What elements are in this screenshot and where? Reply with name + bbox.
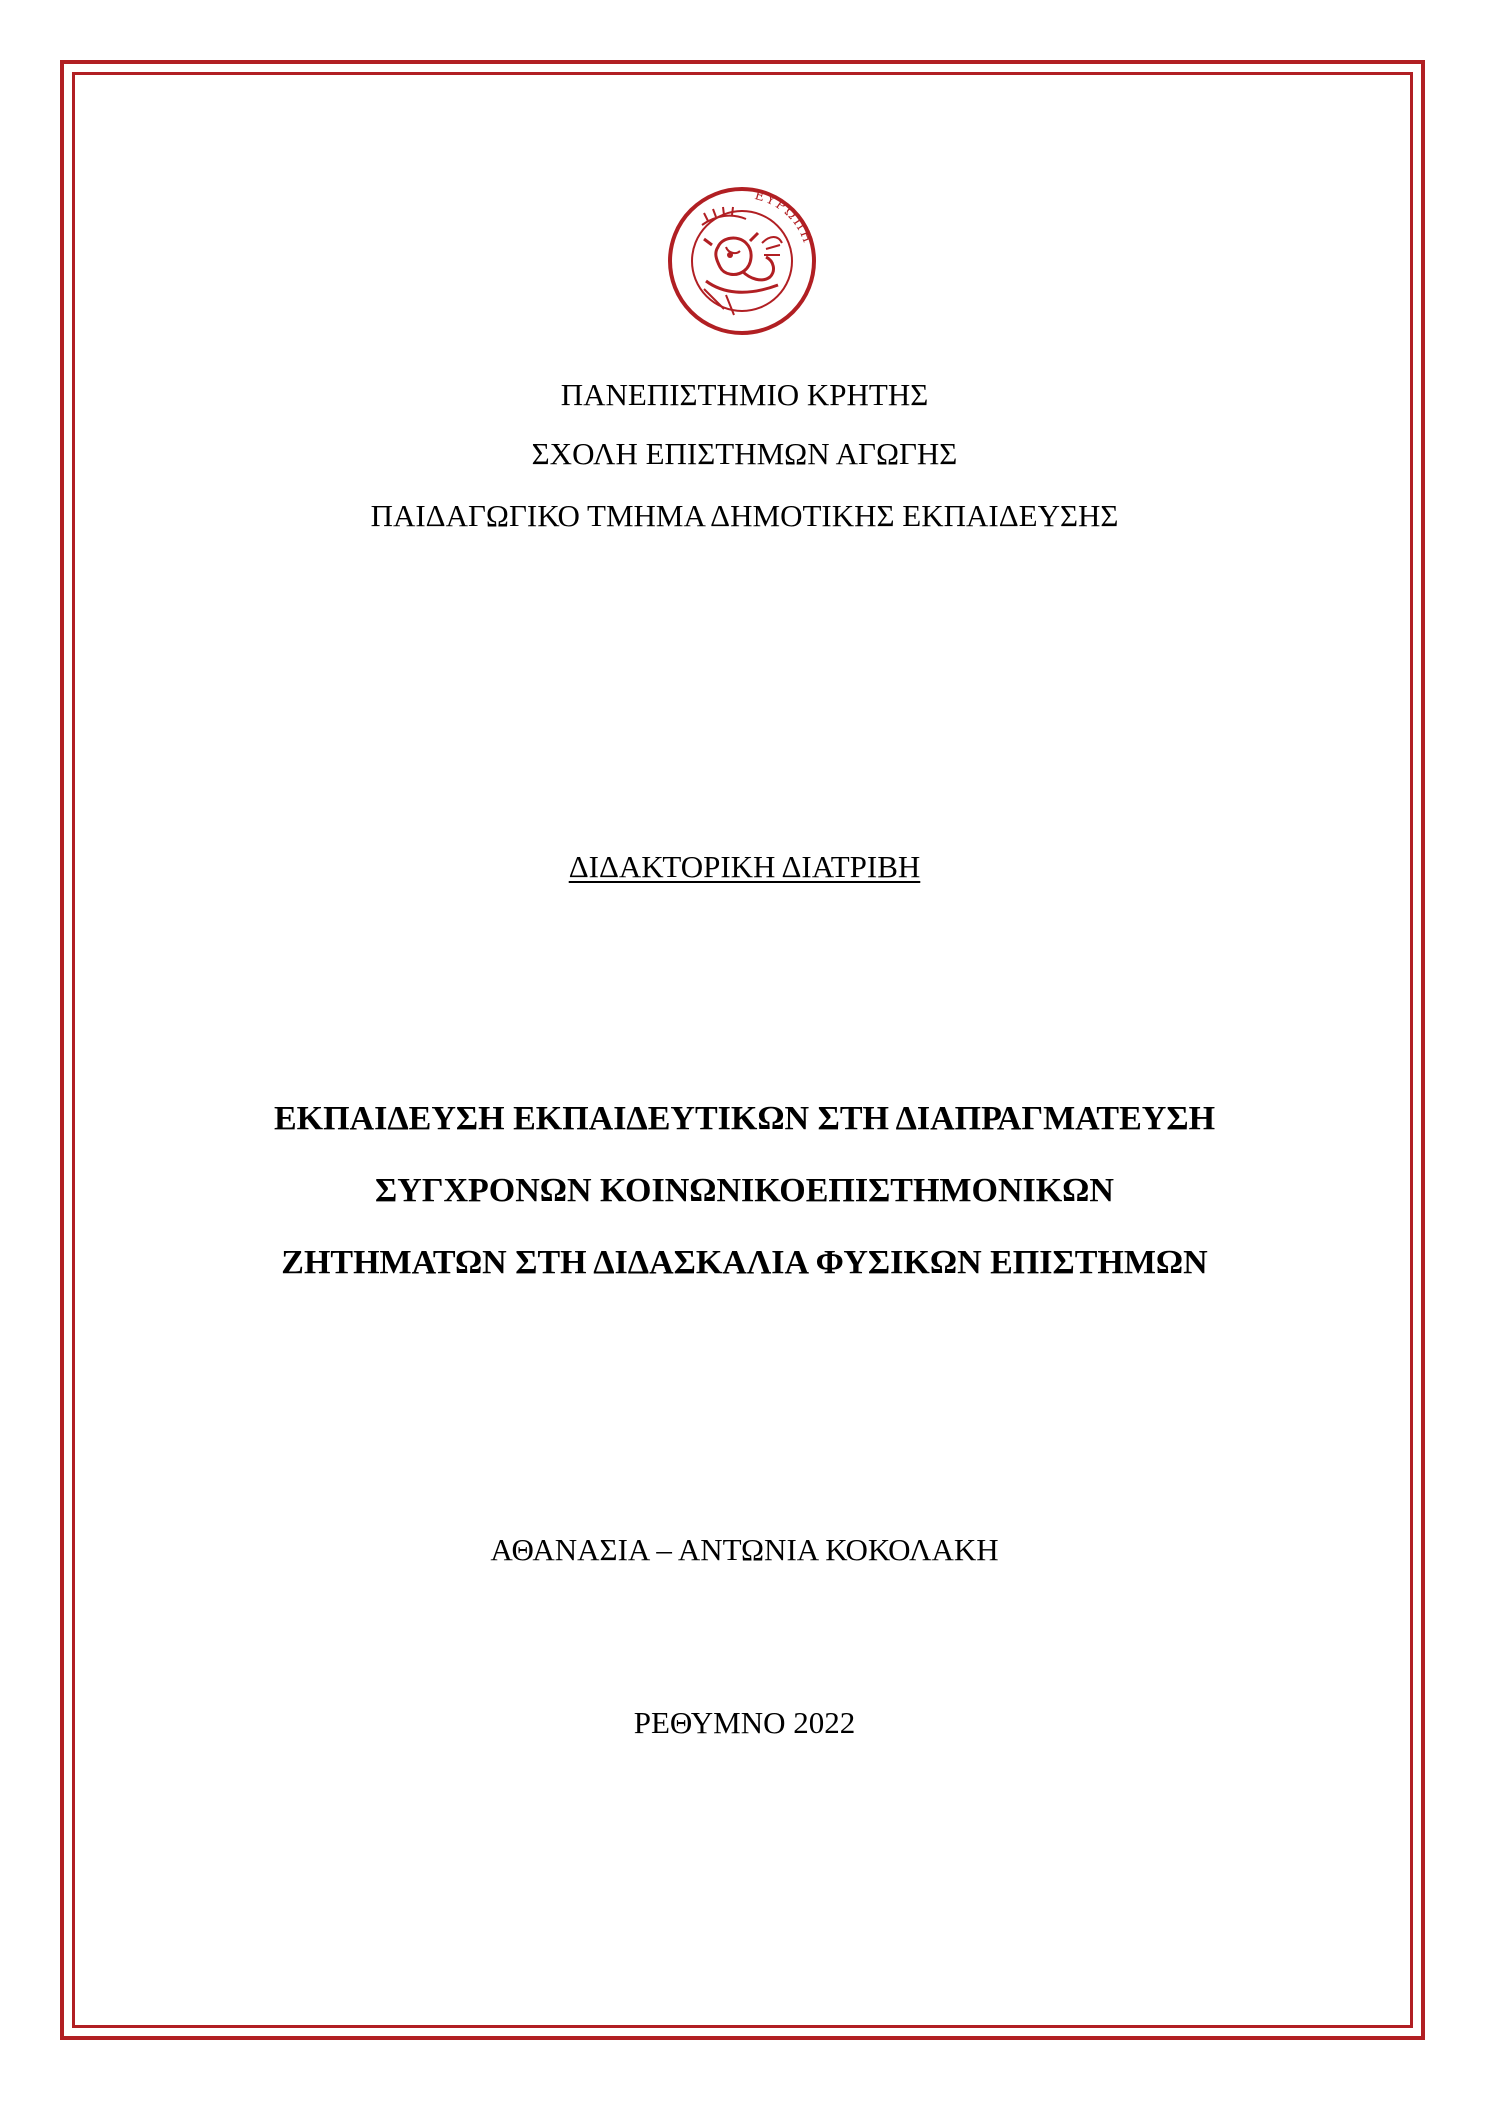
place-and-year: ΡΕΘΥΜΝΟ 2022 — [633, 1705, 856, 1740]
university-seal-icon — [666, 185, 818, 337]
thesis-title-line-1: ΕΚΠΑΙΔΕΥΣΗ ΕΚΠΑΙΔΕΥΤΙΚΩΝ ΣΤΗ ΔΙΑΠΡΑΓΜΑΤΕΥΣΗ — [273, 1100, 1216, 1137]
document-type-label: ΔΙΔΑΚΤΟΡΙΚΗ ΔΙΑΤΡΙΒΗ — [568, 849, 921, 884]
author-name: ΑΘΑΝΑΣΙΑ – ΑΝΤΩΝΙΑ ΚΟΚΟΛΑΚΗ — [490, 1532, 999, 1567]
thesis-title-line-3: ΖΗΤΗΜΑΤΩΝ ΣΤΗ ΔΙΔΑΣΚΑΛΙΑ ΦΥΣΙΚΩΝ ΕΠΙΣΤΗΜΩΝ — [281, 1244, 1208, 1281]
department-name: ΠΑΙΔΑΓΩΓΙΚΟ ΤΜΗΜΑ ΔΗΜΟΤΙΚΗΣ ΕΚΠΑΙΔΕΥΣΗΣ — [370, 498, 1119, 533]
university-name: ΠΑΝΕΠΙΣΤΗΜΙΟ ΚΡΗΤΗΣ — [560, 377, 929, 412]
thesis-title-line-2: ΣΥΓΧΡΟΝΩΝ ΚΟΙΝΩΝΙΚΟΕΠΙΣΤΗΜΟΝΙΚΩΝ — [375, 1172, 1114, 1209]
seal-inscription: ΕΥΡΩΠΗ — [752, 188, 816, 247]
document-type — [0, 849, 1489, 885]
school-name: ΣΧΟΛΗ ΕΠΙΣΤΗΜΩΝ ΑΓΩΓΗΣ — [531, 436, 958, 471]
